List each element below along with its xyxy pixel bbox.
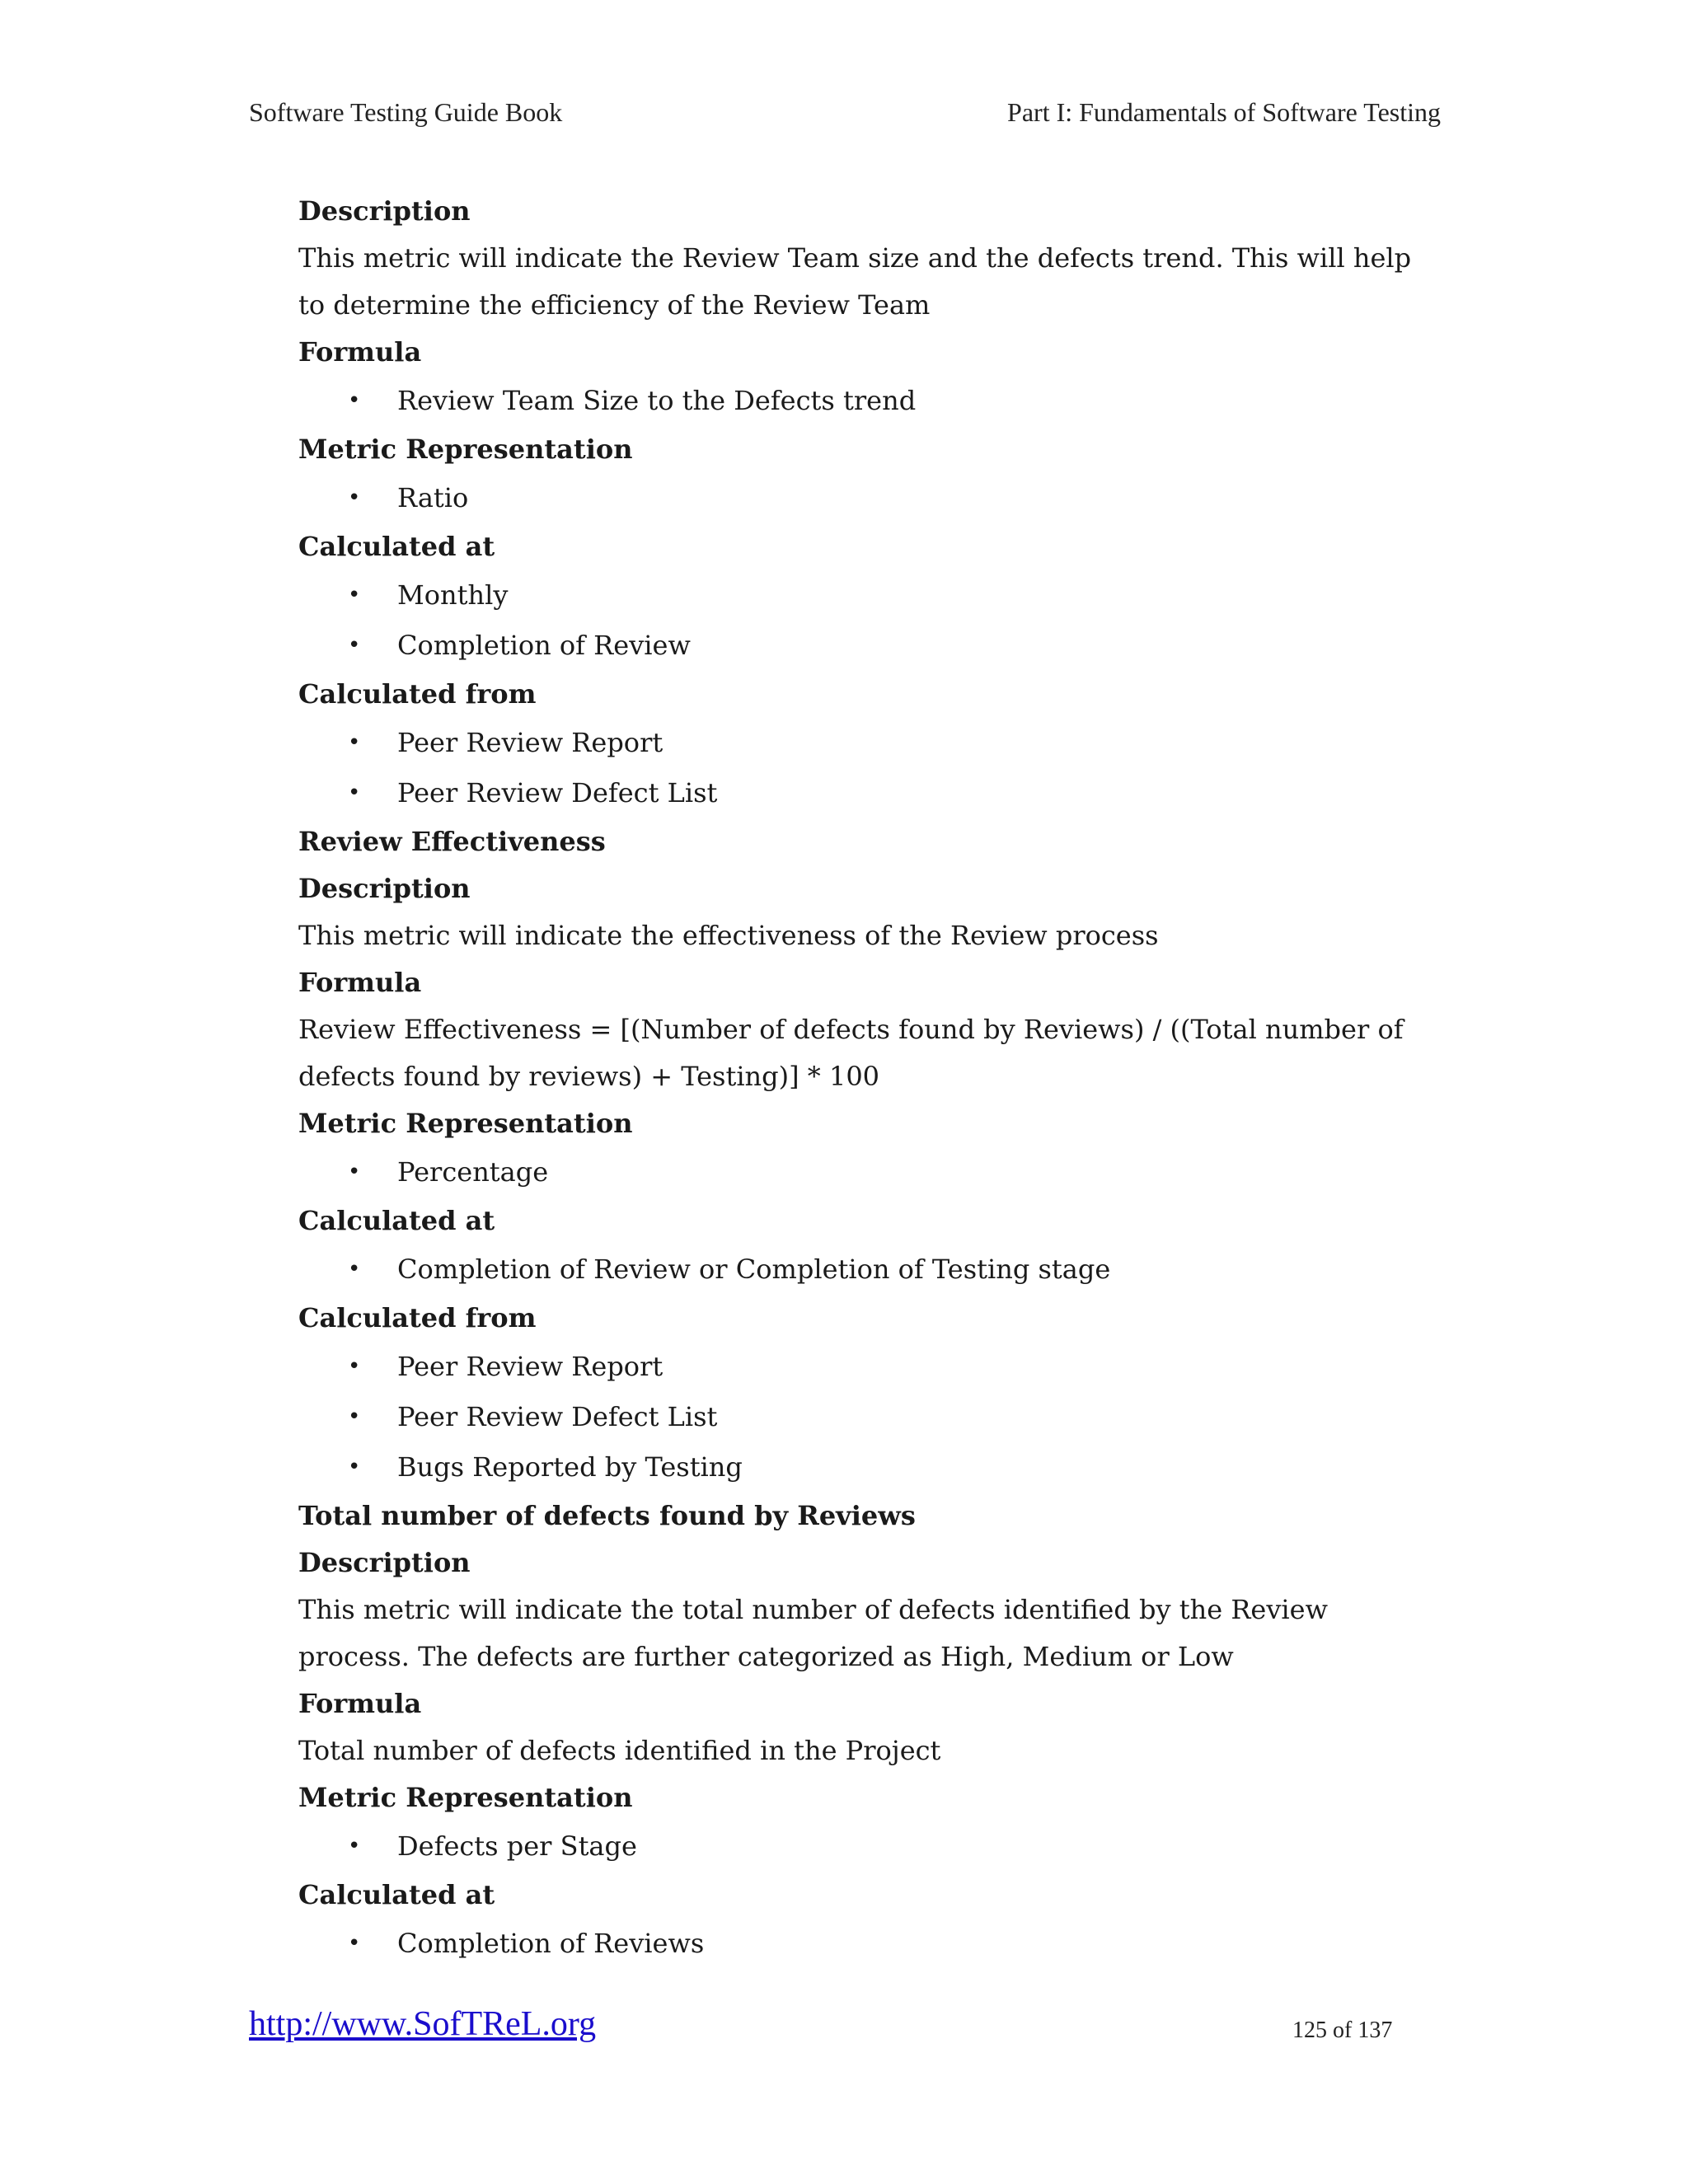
list-item-text: Percentage: [397, 1156, 549, 1188]
list-item-text: Peer Review Report: [397, 727, 663, 758]
list-item-text: Monthly: [397, 579, 509, 611]
list-item: [298, 1342, 1452, 1392]
section-heading: Total number of defects found by Reviews: [298, 1500, 916, 1531]
bullet-icon: •: [348, 1404, 361, 1429]
paragraph-line: Review Effectiveness = [(Number of defects found by Reviews) / ((Total number of: [298, 1014, 1404, 1045]
section-heading: Formula: [298, 1688, 422, 1719]
list-item-text: Bugs Reported by Testing: [397, 1451, 743, 1483]
section-heading: Formula: [298, 336, 422, 368]
paragraph-line: Total number of defects identified in the Project: [298, 1735, 941, 1766]
footer-website-link[interactable]: http://www.SofTReL.org: [249, 2005, 597, 2043]
paragraph-line: to determine the efficiency of the Review Team: [298, 289, 931, 321]
list-item: [298, 1244, 1452, 1295]
paragraph-line: process. The defects are further categorized as High, Medium or Low: [298, 1641, 1234, 1672]
paragraph-line: This metric will indicate the total number of defects identified by the Review: [298, 1594, 1328, 1625]
section-heading: Description: [298, 195, 471, 227]
section-heading: Review Effectiveness: [298, 826, 606, 857]
list-item-text: Review Team Size to the Defects trend: [397, 385, 917, 416]
list-item-text: Completion of Reviews: [397, 1928, 705, 1959]
list-item-text: Completion of Review: [397, 630, 691, 661]
header-book-title: Software Testing Guide Book: [249, 97, 563, 127]
page-header: [249, 97, 1441, 130]
paragraph-line: This metric will indicate the Review Team size and the defects trend. This will help: [298, 242, 1412, 274]
header-part-title: Part I: Fundamentals of Software Testing: [1007, 97, 1441, 127]
bullet-icon: •: [348, 1455, 361, 1479]
list-item-text: Peer Review Defect List: [397, 777, 718, 808]
list-item: [298, 621, 1452, 671]
section-heading: Description: [298, 1547, 471, 1578]
list-item: [298, 718, 1452, 768]
list-item-text: Ratio: [397, 482, 469, 513]
bullet-icon: •: [348, 1931, 361, 1956]
section-heading: Metric Representation: [298, 434, 633, 465]
page-number: 125 of 137: [1292, 2018, 1393, 2043]
list-item-text: Completion of Review or Completion of Testing stage: [397, 1254, 1111, 1285]
list-item-text: Defects per Stage: [397, 1830, 637, 1862]
paragraph-line: defects found by reviews) + Testing)] * 100: [298, 1061, 880, 1092]
bullet-icon: •: [348, 1160, 361, 1184]
paragraph-line: This metric will indicate the effectiveness of the Review process: [298, 920, 1159, 951]
bullet-icon: •: [348, 583, 361, 607]
list-item: [298, 1442, 1452, 1493]
document-body: [298, 188, 1452, 1969]
list-item: [298, 1821, 1452, 1872]
bullet-icon: •: [348, 485, 361, 510]
bullet-icon: •: [348, 730, 361, 755]
list-item-text: Peer Review Defect List: [397, 1401, 718, 1432]
bullet-icon: •: [348, 1257, 361, 1282]
list-item: [298, 1919, 1452, 1969]
list-item: [298, 570, 1452, 621]
section-heading: Calculated from: [298, 678, 537, 710]
list-item: [298, 376, 1452, 426]
bullet-icon: •: [348, 780, 361, 805]
section-heading: Formula: [298, 967, 422, 998]
section-heading: Calculated at: [298, 1205, 495, 1236]
bullet-icon: •: [348, 1834, 361, 1858]
list-item: [298, 1147, 1452, 1197]
bullet-icon: •: [348, 1354, 361, 1379]
section-heading: Metric Representation: [298, 1108, 633, 1139]
list-item: [298, 473, 1452, 523]
list-item: [298, 1392, 1452, 1442]
list-item: [298, 768, 1452, 818]
list-item-text: Peer Review Report: [397, 1351, 663, 1382]
section-heading: Description: [298, 873, 471, 904]
section-heading: Calculated at: [298, 1879, 495, 1910]
section-heading: Metric Representation: [298, 1782, 633, 1813]
bullet-icon: •: [348, 388, 361, 413]
bullet-icon: •: [348, 633, 361, 658]
section-heading: Calculated at: [298, 531, 495, 562]
section-heading: Calculated from: [298, 1302, 537, 1333]
